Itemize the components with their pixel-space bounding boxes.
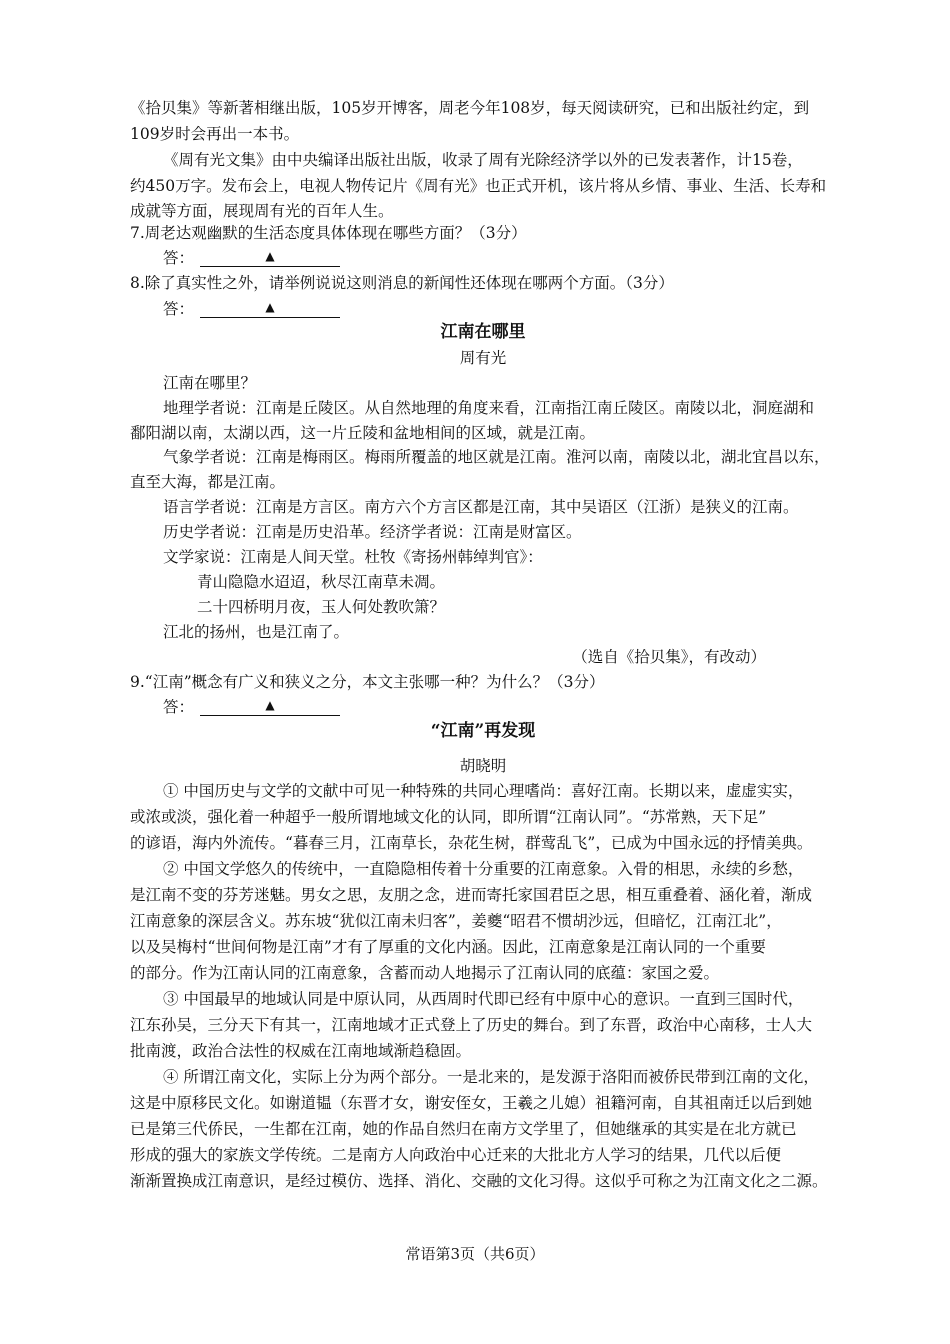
paragraph: 文学家说：江南是人间天堂。杜牧《寄扬州韩绰判官》： — [163, 548, 543, 566]
article-author: 胡晓明 — [459, 757, 507, 775]
poem-line: 二十四桥明月夜，玉人何处教吹箫？ — [197, 598, 446, 616]
paragraph: 历史学者说：江南是历史沿革。经济学者说：江南是财富区。 — [163, 523, 582, 541]
article-title: 江南在哪里 — [440, 322, 526, 342]
question-8: 8.除了真实性之外，请举例说说这则消息的新闻性还体现在哪两个方面。（3分） — [130, 274, 674, 292]
paragraph: 江南意象的深层含义。苏东坡“犹似江南未归客”，姜夔“昭君不惯胡沙远，但暗忆，江南江北”， — [130, 912, 782, 930]
article-title: “江南”再发现 — [430, 721, 536, 741]
source-note: （选自《拾贝集》，有改动） — [572, 648, 766, 666]
paragraph: 江南在哪里？ — [163, 374, 257, 392]
article-author: 周有光 — [459, 349, 507, 367]
answer-8 — [163, 298, 836, 320]
paragraph: 的谚语，海内外流传。“暮春三月，江南草长，杂花生树，群莺乱飞”，已成为中国永远的抒情美典。 — [130, 834, 813, 852]
answer-label: 答： — [163, 300, 195, 318]
paragraph: 地理学者说：江南是丘陵区。从自然地理的角度来看，江南指江南丘陵区。南陵以北，洞庭湖和 — [163, 399, 815, 417]
paragraph: 气象学者说：江南是梅雨区。梅雨所覆盖的地区就是江南。淮河以南，南陵以北，湖北宜昌以东， — [163, 448, 830, 466]
paragraph: 批南渡，政治合法性的权威在江南地域渐趋稳固。 — [130, 1042, 472, 1060]
paragraph: ② 中国文学悠久的传统中，一直隐隐相传着十分重要的江南意象。入骨的相思，永续的乡愁， — [163, 860, 804, 878]
text-line: 《拾贝集》等新著相继出版，105岁开博客，周老今年108岁，每天阅读研究，已和出版社约定，到 — [130, 99, 810, 117]
paragraph: 已是第三代侨民，一生都在江南，她的作品自然归在南方文学里了，但她继承的其实是在北方就已 — [130, 1120, 797, 1138]
question-7: 7.周老达观幽默的生活态度具体体现在哪些方面？（3分） — [130, 224, 527, 242]
paragraph: ③ 中国最早的地域认同是中原认同，从西周时代即已经有中原中心的意识。一直到三国时代， — [163, 990, 804, 1008]
answer-blank: ▲ — [200, 247, 340, 267]
answer-7 — [163, 247, 836, 269]
answer-label: 答： — [163, 698, 195, 716]
paragraph: 语言学者说：江南是方言区。南方六个方言区都是江南，其中吴语区（江浙）是狭义的江南。 — [163, 498, 799, 516]
paragraph: 这是中原移民文化。如谢道韫（东晋才女，谢安侄女，王羲之儿媳）祖籍河南，自其祖南迁以后到她 — [130, 1094, 813, 1112]
paragraph: 江北的扬州，也是江南了。 — [163, 623, 350, 641]
paragraph: 形成的强大的家族文学传统。二是南方人向政治中心迁来的大批北方人学习的结果，几代以后便 — [130, 1146, 782, 1164]
paragraph: 江东孙吴，三分天下有其一，江南地域才正式登上了历史的舞台。到了东晋，政治中心南移，士人大 — [130, 1016, 813, 1034]
answer-blank: ▲ — [200, 298, 340, 318]
paragraph: 渐渐置换成江南意识，是经过模仿、选择、消化、交融的文化习得。这似乎可称之为江南文化之二源。 — [130, 1172, 828, 1190]
paragraph: ④ 所谓江南文化，实际上分为两个部分。一是北来的，是发源于洛阳而被侨民带到江南的文化， — [163, 1068, 819, 1086]
paragraph: ① 中国历史与文学的文献中可见一种特殊的共同心理嗜尚：喜好江南。长期以来，虚虚实实， — [163, 782, 804, 800]
question-9: 9.“江南”概念有广义和狭义之分，本文主张哪一种？为什么？（3分） — [130, 673, 605, 691]
answer-label: 答： — [163, 249, 195, 267]
text-line: 约450万字。发布会上，电视人物传记片《周有光》也正式开机，该片将从乡情、事业、生活、长寿和 — [130, 177, 827, 195]
paragraph: 的部分。作为江南认同的江南意象，含蓄而动人地揭示了江南认同的底蕴：家国之爱。 — [130, 964, 720, 982]
paragraph: 鄱阳湖以南，太湖以西，这一片丘陵和盆地相间的区域，就是江南。 — [130, 424, 596, 442]
paragraph: 以及吴梅村“世间何物是江南”才有了厚重的文化内涵。因此，江南意象是江南认同的一个重要 — [130, 938, 766, 956]
paragraph: 是江南不变的芬芳迷魅。男女之思，友朋之念，进而寄托家国君臣之思，相互重叠着、涵化着，渐成 — [130, 886, 813, 904]
text-line: 109岁时会再出一本书。 — [130, 125, 300, 143]
paragraph: 或浓或淡，强化着一种超乎一般所谓地域文化的认同，即所谓“江南认同”。“苏常熟，天下足” — [130, 808, 767, 826]
text-line: 《周有光文集》由中央编译出版社出版，收录了周有光除经济学以外的已发表著作，计15卷， — [163, 151, 803, 169]
page-footer: 常语第3页（共6页） — [405, 1245, 545, 1263]
text-line: 成就等方面，展现周有光的百年人生。 — [130, 202, 394, 220]
answer-9 — [163, 696, 836, 718]
answer-blank: ▲ — [200, 696, 340, 716]
paragraph: 直至大海，都是江南。 — [130, 473, 286, 491]
poem-line: 青山隐隐水迢迢，秋尽江南草未凋。 — [197, 573, 446, 591]
